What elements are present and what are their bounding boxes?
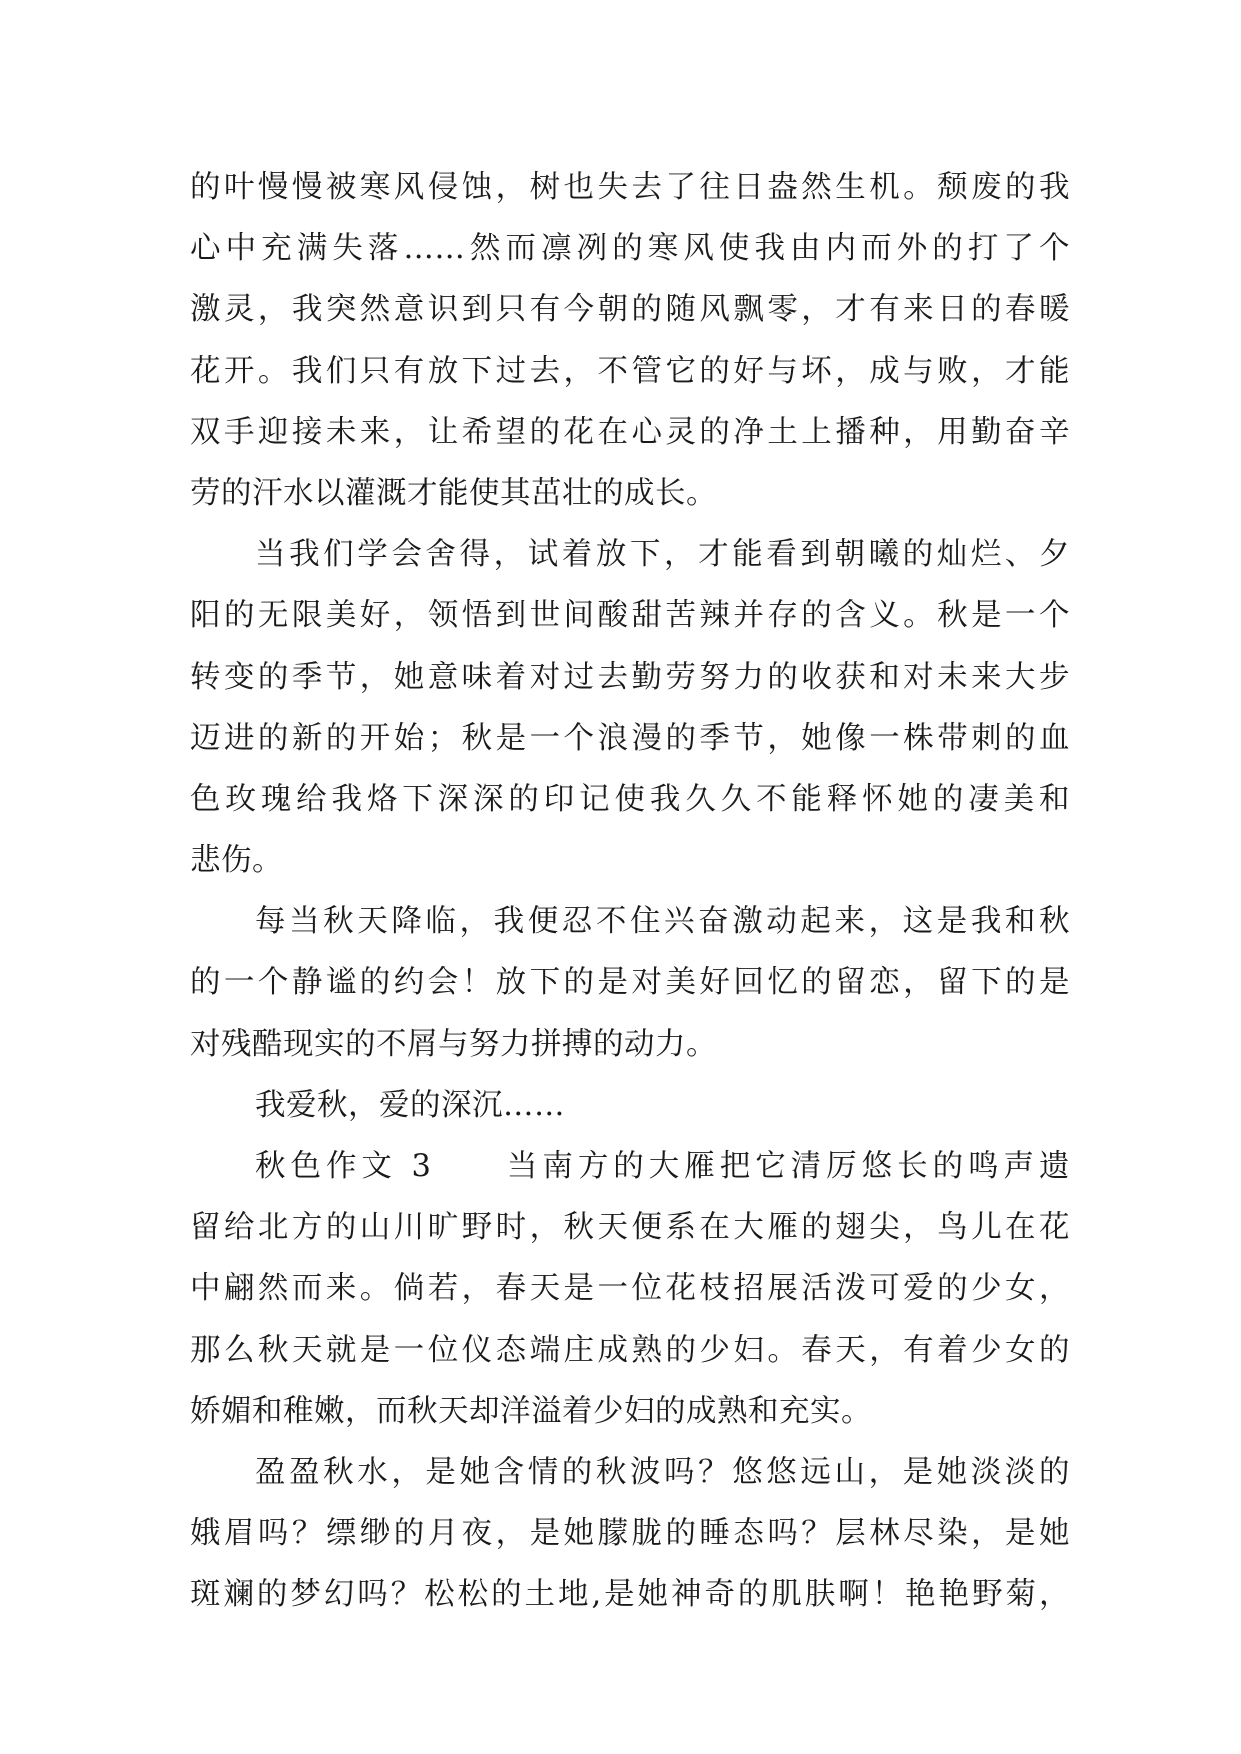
paragraph-start-line: 我爱秋，爱的深沉…… bbox=[255, 1087, 565, 1123]
text-line: 双手迎接未来，让希望的花在心灵的净土上播种，用勤奋辛 bbox=[190, 414, 1070, 450]
paragraph-start-line: 当我们学会舍得，试着放下，才能看到朝曦的灿烂、夕 bbox=[255, 537, 1070, 573]
paragraph-start-line: 每当秋天降临，我便忍不住兴奋激动起来，这是我和秋 bbox=[255, 904, 1070, 940]
text-line: 转变的季节，她意味着对过去勤劳努力的收获和对未来大步 bbox=[190, 659, 1070, 695]
text-line: 花开。我们只有放下过去，不管它的好与坏，成与败，才能 bbox=[190, 353, 1070, 389]
text-line: 对残酷现实的不屑与努力拼搏的动力。 bbox=[190, 1026, 717, 1062]
text-line: 阳的无限美好，领悟到世间酸甜苦辣并存的含义。秋是一个 bbox=[190, 598, 1070, 634]
article-body bbox=[190, 157, 1070, 1626]
text-line: 的叶慢慢被寒风侵蚀，树也失去了往日盎然生机。颓废的我 bbox=[190, 170, 1070, 205]
text-line: 的一个静谧的约会！放下的是对美好回忆的留恋，留下的是 bbox=[190, 965, 1070, 1001]
text-line: 斑斓的梦幻吗？松松的土地,是她神奇的肌肤啊！艳艳野菊， bbox=[190, 1577, 1070, 1613]
text-line: 劳的汗水以灌溉才能使其茁壮的成长。 bbox=[190, 475, 717, 511]
paragraph-start-line: 盈盈秋水，是她含情的秋波吗？悠悠远山，是她淡淡的 bbox=[255, 1454, 1070, 1490]
text-line: 色玫瑰给我烙下深深的印记使我久久不能释怀她的凄美和 bbox=[190, 781, 1070, 817]
text-line: 娇媚和稚嫩，而秋天却洋溢着少妇的成熟和充实。 bbox=[190, 1393, 872, 1429]
text-line: 激灵，我突然意识到只有今朝的随风飘零，才有来日的春暖 bbox=[190, 292, 1070, 328]
text-line: 娥眉吗？缥缈的月夜，是她朦胧的睡态吗？层林尽染，是她 bbox=[190, 1516, 1070, 1552]
text-line: 悲伤。 bbox=[190, 843, 283, 879]
text-line: 中翩然而来。倘若，春天是一位花枝招展活泼可爱的少女， bbox=[190, 1271, 1070, 1307]
text-line: 那么秋天就是一位仪态端庄成熟的少妇。春天，有着少女的 bbox=[190, 1332, 1070, 1368]
text-line: 留给北方的山川旷野时，秋天便系在大雁的翅尖，鸟儿在花 bbox=[190, 1210, 1070, 1246]
section-heading-line: 秋色作文 3 当南方的大雁把它清厉悠长的鸣声遗 bbox=[255, 1149, 1070, 1184]
text-line: 心中充满失落……然而凛冽的寒风使我由内而外的打了个 bbox=[190, 231, 1070, 267]
text-line: 迈进的新的开始；秋是一个浪漫的季节，她像一株带刺的血 bbox=[190, 720, 1070, 756]
